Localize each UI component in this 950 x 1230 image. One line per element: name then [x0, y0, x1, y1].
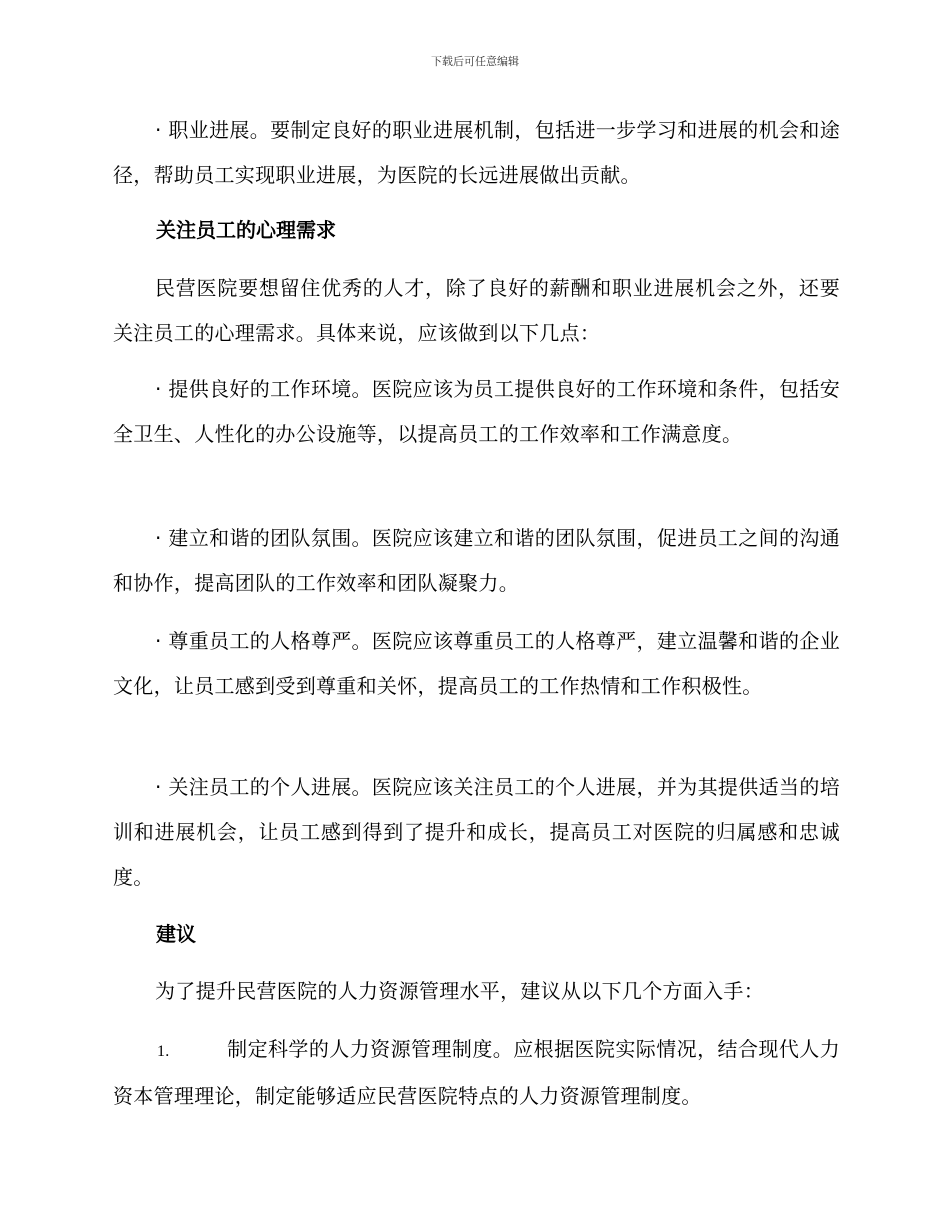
paragraph-personal-development: · 关注员工的个人进展。医院应该关注员工的个人进展，并为其提供适当的培训和进展机会，让员工感到得到了提升和成长，提高员工对医院的归属感和忠诚度。 [113, 775, 840, 889]
paragraph-team-atmosphere: · 建立和谐的团队氛围。医院应该建立和谐的团队氛围，促进员工之间的沟通和协作，提高团队的工作效率和团队凝聚力。 [113, 526, 840, 595]
paragraph-psychological-intro: 民营医院要想留住优秀的人才，除了良好的薪酬和职业进展机会之外，还要关注员工的心理需求。具体来说，应该做到以下几点： [113, 276, 840, 345]
section-heading-suggestions: 建议 [156, 922, 196, 946]
item-text: 制定科学的人力资源管理制度。应根据医院实际情况，结合现代人力资本管理理论，制定能够适应民营医院特点的人力资源管理制度。 [113, 1037, 840, 1108]
paragraph-career-development: · 职业进展。要制定良好的职业进展机制，包括进一步学习和进展的机会和途径，帮助员工实现职业进展，为医院的长远进展做出贡献。 [113, 118, 840, 187]
numbered-item-1 [113, 1027, 840, 1119]
paragraph-suggestions-intro: 为了提升民营医院的人力资源管理水平，建议从以下几个方面入手： [155, 979, 764, 1003]
paragraph-work-environment: · 提供良好的工作环境。医院应该为员工提供良好的工作环境和条件，包括安全卫生、人性化的办公设施等，以提高员工的工作效率和工作满意度。 [113, 377, 840, 446]
section-heading-psychological-needs: 关注员工的心理需求 [156, 218, 336, 242]
paragraph-respect-dignity: · 尊重员工的人格尊严。医院应该尊重员工的人格尊严，建立温馨和谐的企业文化，让员工感到受到尊重和关怀，提高员工的工作热情和工作积极性。 [113, 629, 840, 698]
page-header: 下载后可任意编辑 [431, 55, 519, 68]
item-number: 1. [157, 1043, 170, 1060]
